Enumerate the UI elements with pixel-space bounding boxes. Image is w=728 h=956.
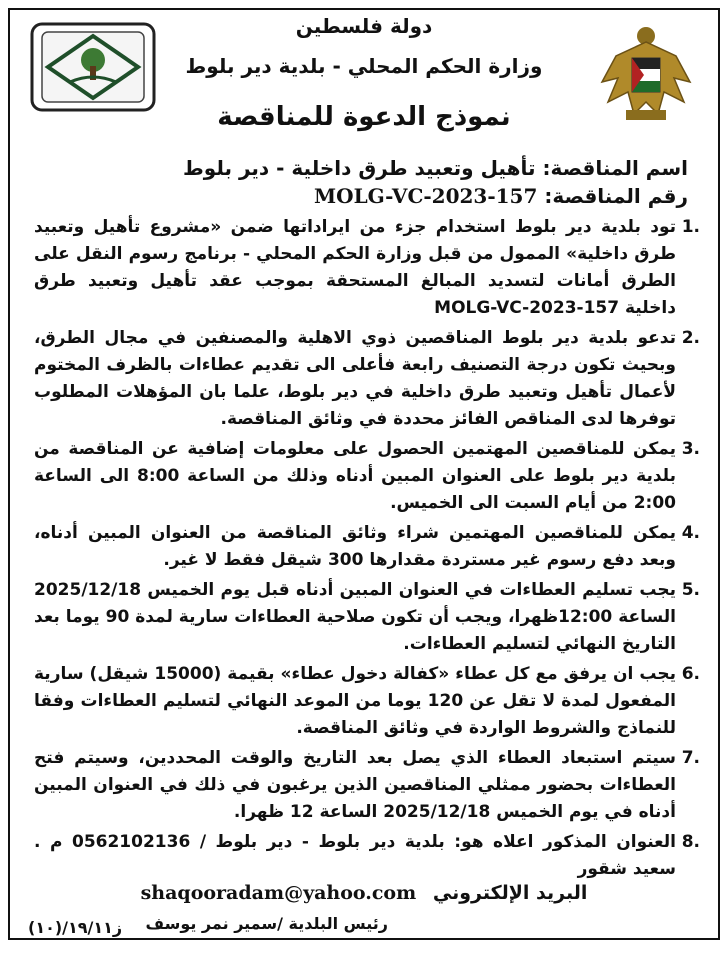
condition-item xyxy=(34,661,700,742)
item-number: .8 xyxy=(681,832,700,852)
condition-item xyxy=(34,829,700,883)
tender-notice xyxy=(8,8,720,940)
state-name: دولة فلسطين xyxy=(295,14,433,38)
item-text: تدعو بلدية دير بلوط المناقصين ذوي الاهلية والمصنفين في مجال الطرق، وبحيث تكون درجة التصنيف رابعة فأعلى الى تقديم عطاءات بالظرف المختوم لأعمال تأهيل وتعبيد طرق داخلية في دير بلوط، علما بان المؤهلات المطلوب توفرها لدى المناقص الفائز محددة في وثائق المناقصة. xyxy=(34,328,676,429)
item-text: يمكن للمناقصين المهتمين الحصول على معلومات إضافية عن المناقصة من بلدية دير بلوط على العنوان المبين أدناه وذلك من الساعة 8:00 الى الساعة 2:00 من أيام السبت الى الخميس. xyxy=(34,439,676,513)
tender-name-label: اسم المناقصة: xyxy=(542,156,688,180)
item-text: سيتم استبعاد العطاء الذي يصل بعد التاريخ والوقت المحددين، وسيتم فتح العطاءات بحضور ممثلي المناقصين الذين يرغبون في ذلك في العنوان المبين أدناه في يوم الخميس 2025/12/18 الساعة 12 ظهرا. xyxy=(34,748,676,822)
condition-item xyxy=(34,577,700,658)
tender-number-label: رقم المناقصة: xyxy=(544,184,688,208)
condition-item xyxy=(34,436,700,517)
reference-code: ز١٩/١١/(١٠) xyxy=(28,918,123,937)
condition-item xyxy=(34,214,700,322)
item-text: يجب ان يرفق مع كل عطاء «كفالة دخول عطاء» بقيمة (15000 شيقل) سارية المفعول لمدة لا تقل عن 120 يوما من الموعد النهائي لتسليم العطاءات وفقا للنماذج والشروط الواردة في وثائق المناقصة. xyxy=(34,664,676,738)
email-row xyxy=(10,882,718,904)
ministry-name: وزارة الحكم المحلي - بلدية دير بلوط xyxy=(185,54,543,78)
tender-name-row xyxy=(40,156,688,180)
tender-name-value: تأهيل وتعبيد طرق داخلية - دير بلوط xyxy=(183,156,536,180)
email-label: البريد الإلكتروني xyxy=(432,882,588,904)
email-address[interactable]: shaqooradam@yahoo.com xyxy=(140,882,417,904)
item-number: .2 xyxy=(681,328,700,348)
item-number: .6 xyxy=(681,664,700,684)
conditions-list xyxy=(34,214,700,886)
condition-item xyxy=(34,520,700,574)
tender-number-value: MOLG-VC-2023-157 xyxy=(314,184,538,208)
item-number: .4 xyxy=(681,523,700,543)
item-text: تود بلدية دير بلوط استخدام جزء من ايراداتها ضمن «مشروع تأهيل وتعبيد طرق داخلية» الممول من قبل وزارة الحكم المحلي - برنامج رسوم النقل على الطرق أمانات لتسديد المبالغ المستحقة بموجب عقد تأهيل وتعبيد طرق داخلية MOLG-VC-2023-157 xyxy=(34,217,676,318)
item-number: .1 xyxy=(681,217,700,237)
tender-number-row xyxy=(40,184,688,208)
condition-item xyxy=(34,745,700,826)
mayor-signature: رئيس البلدية /سمير نمر يوسف xyxy=(145,914,388,933)
notice-title: نموذج الدعوة للمناقصة xyxy=(217,102,511,132)
item-text: يجب تسليم العطاءات في العنوان المبين أدناه قبل يوم الخميس 2025/12/18 الساعة 12:00ظهرا، ويجب أن تكون صلاحية العطاءات سارية لمدة 90 يوما بعد التاريخ النهائي لتسليم العطاءات. xyxy=(34,580,677,654)
item-number: .5 xyxy=(681,580,700,600)
item-text: العنوان المذكور اعلاه هو: بلدية دير بلوط - دير بلوط / 0562102136 م . سعيد شقور xyxy=(34,832,676,879)
item-number: .7 xyxy=(681,748,700,768)
condition-item xyxy=(34,325,700,433)
item-number: .3 xyxy=(681,439,700,459)
item-text: يمكن للمناقصين المهتمين شراء وثائق المناقصة من العنوان المبين أدناه، وبعد دفع رسوم غير مستردة مقدارها 300 شيقل فقط لا غير. xyxy=(34,523,676,570)
